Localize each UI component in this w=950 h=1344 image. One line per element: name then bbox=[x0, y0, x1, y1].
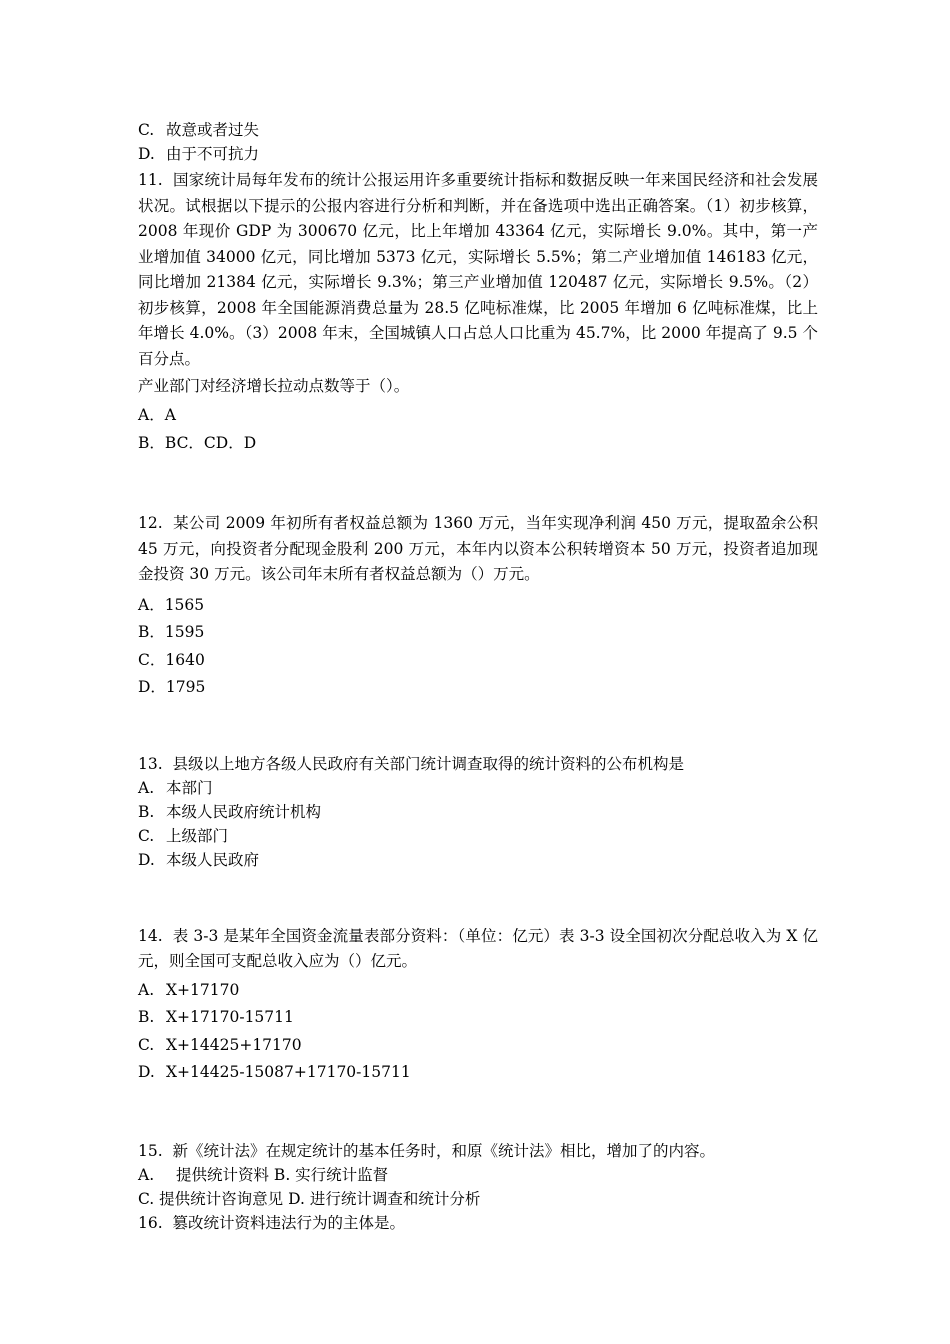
option-c bbox=[138, 118, 820, 142]
option-a bbox=[138, 977, 820, 1005]
question-13 bbox=[138, 752, 820, 776]
option-key: A. bbox=[138, 778, 155, 797]
question-11 bbox=[138, 168, 818, 372]
option-b: B．BC．CD．D bbox=[138, 433, 257, 452]
question-text: 新《统计法》在规定统计的基本任务时，和原《统计法》相比，增加了的内容。 bbox=[172, 1141, 716, 1160]
option-a-b bbox=[138, 1163, 820, 1187]
option-key: D. bbox=[138, 850, 155, 869]
option-key: C. bbox=[138, 121, 155, 139]
option-b: B．1595 bbox=[138, 623, 205, 641]
option-key: A. bbox=[138, 980, 155, 999]
question-text: 国家统计局每年发布的统计公报运用许多重要统计指标和数据反映一年来国民经济和社会发展状况。试根据以下提示的公报内容进行分析和判断，并在备选项中选出正确答案。（1）初步核算，2008 年现价 GDP 为 300670 亿元，比上年增加 43364 亿元，实际增长 9.0%。其中，第一产业增加值 34000 亿元，同比增加 5373 亿元，实际增长 5.5%；第二产业增加值 146183 亿元，同比增加 21384 亿元，实际增长 9.3%；第三产业增加值 120487 亿元，实际增长 9.5%。（2）初步核算，2008 年全国能源消费总量为 28.5 亿吨标准煤，比 2005 年增加 6 亿吨标准煤，比上年增长 4.0%。（3）2008 年末，全国城镇人口占总人口比重为 45.7%，比 2000 年提高了 9.5 个百分点。 bbox=[138, 171, 818, 368]
question-number: 14. bbox=[138, 926, 163, 945]
option-c bbox=[138, 1032, 820, 1060]
option-c-d: C. 提供统计咨询意见 D. 进行统计调查和统计分析 bbox=[138, 1189, 481, 1208]
option-text: 由于不可抗力 bbox=[166, 145, 260, 163]
option-key: D. bbox=[138, 1063, 155, 1081]
option-c: C．1640 bbox=[138, 650, 205, 669]
option-key: B. bbox=[138, 1008, 155, 1026]
question-11-sub: 产业部门对经济增长拉动点数等于（）。 bbox=[138, 377, 410, 395]
option-a bbox=[138, 776, 820, 800]
option-text: X+14425-15087+17170-15711 bbox=[166, 1063, 411, 1081]
question-number: 11. bbox=[138, 171, 163, 189]
option-text: 上级部门 bbox=[166, 826, 229, 845]
question-text: 县级以上地方各级人民政府有关部门统计调查取得的统计资料的公布机构是 bbox=[172, 754, 685, 773]
question-number: 15. bbox=[138, 1141, 163, 1160]
option-text: 提供统计资料 B. 实行统计监督 bbox=[176, 1165, 389, 1184]
option-b bbox=[138, 800, 820, 824]
option-d: D．1795 bbox=[138, 678, 206, 696]
option-text: 本部门 bbox=[166, 778, 213, 797]
option-text: 故意或者过失 bbox=[166, 121, 260, 139]
question-number: 12. bbox=[138, 514, 163, 532]
question-text: 篡改统计资料违法行为的主体是。 bbox=[172, 1213, 406, 1232]
question-text: 表 3-3 是某年全国资金流量表部分资料：（单位：亿元）表 3-3 设全国初次分配总收入为 X 亿元，则全国可支配总收入应为（）亿元。 bbox=[138, 926, 818, 970]
question-number: 16. bbox=[138, 1213, 163, 1232]
option-key: C. bbox=[138, 826, 155, 845]
option-d bbox=[138, 142, 820, 166]
option-key: B. bbox=[138, 802, 155, 821]
question-text: 某公司 2009 年初所有者权益总额为 1360 万元，当年实现净利润 450 万元，提取盈余公积 45 万元，向投资者分配现金股利 200 万元，本年内以资本公积转增资本 50 万元，投资者追加现金投资 30 万元。该公司年末所有者权益总额为（）万元。 bbox=[138, 514, 819, 583]
question-number: 13. bbox=[138, 754, 163, 773]
question-16 bbox=[138, 1211, 820, 1235]
option-key: A. bbox=[138, 1165, 155, 1184]
option-text: X+17170-15711 bbox=[166, 1008, 294, 1026]
option-d bbox=[138, 1059, 820, 1087]
option-a: A．1565 bbox=[138, 595, 205, 614]
question-15 bbox=[138, 1139, 820, 1163]
question-14 bbox=[138, 924, 818, 975]
option-key: D. bbox=[138, 145, 155, 163]
option-b bbox=[138, 1004, 820, 1032]
option-text: 本级人民政府统计机构 bbox=[166, 802, 322, 821]
option-c bbox=[138, 824, 820, 848]
option-text: 本级人民政府 bbox=[166, 850, 260, 869]
option-text: X+14425+17170 bbox=[166, 1035, 302, 1054]
question-12 bbox=[138, 511, 818, 588]
option-key: C. bbox=[138, 1035, 155, 1054]
option-a: A．A bbox=[138, 406, 176, 424]
option-text: X+17170 bbox=[166, 980, 240, 999]
option-d bbox=[138, 848, 820, 872]
